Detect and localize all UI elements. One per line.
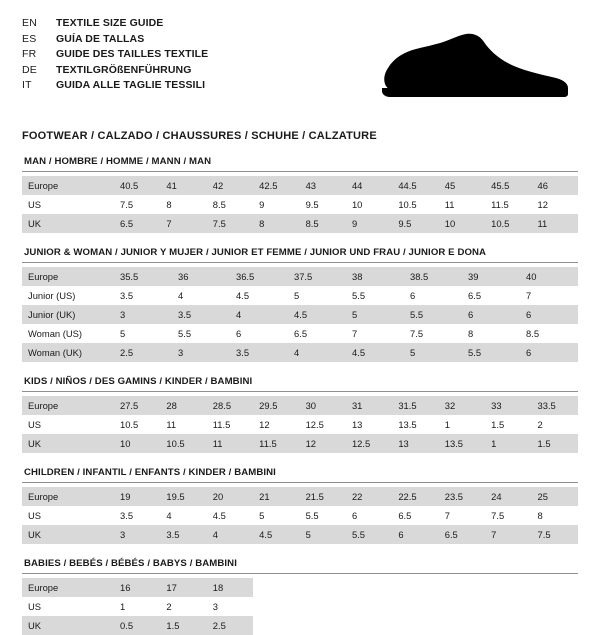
- size-cell: 13: [392, 434, 438, 453]
- size-cell: 4.5: [253, 525, 299, 544]
- size-cell: 4: [230, 305, 288, 324]
- size-cell: 5.5: [462, 343, 520, 362]
- size-cell: 5.5: [404, 305, 462, 324]
- size-cell: 11: [439, 195, 485, 214]
- divider: [22, 573, 578, 574]
- size-cell: 7: [439, 506, 485, 525]
- size-cell: 2: [160, 597, 206, 616]
- size-cell: 1: [485, 434, 531, 453]
- row-label: Europe: [22, 396, 114, 415]
- divider: [22, 262, 578, 263]
- block-title: CHILDREN / INFANTIL / ENFANTS / KINDER / BAMBINI: [24, 467, 276, 478]
- size-table-body: [22, 487, 578, 544]
- language-code: IT: [22, 79, 32, 91]
- table-row: [22, 343, 578, 362]
- language-code: DE: [22, 63, 37, 76]
- size-cell: 2.5: [114, 343, 172, 362]
- divider: [22, 391, 578, 392]
- size-cell: 11.5: [207, 415, 253, 434]
- size-cell: 5: [346, 305, 404, 324]
- size-cell: 12: [300, 434, 346, 453]
- size-cell: 19: [114, 487, 160, 506]
- size-table-body: [22, 267, 578, 362]
- size-cell: 12.5: [300, 415, 346, 434]
- size-cell: 43: [300, 176, 346, 195]
- size-cell: 1: [114, 597, 160, 616]
- size-cell: 25: [532, 487, 578, 506]
- row-label: US: [22, 597, 114, 616]
- language-title-list-body: [22, 16, 208, 94]
- size-cell: 4.5: [346, 343, 404, 362]
- size-cell: 5: [288, 286, 346, 305]
- size-cell: 2.5: [207, 616, 253, 635]
- dress-shoe-icon: [380, 30, 570, 102]
- size-table-kids: [22, 396, 578, 453]
- size-table-man: [22, 176, 578, 233]
- size-cell: 1.5: [532, 434, 578, 453]
- divider: [22, 171, 578, 172]
- language-title: GUIDE DES TAILLES TEXTILE: [56, 48, 209, 60]
- block-title: JUNIOR & WOMAN / JUNIOR Y MUJER / JUNIOR ET FEMME / JUNIOR UND FRAU / JUNIOR E DONA: [24, 247, 487, 258]
- table-row: [22, 324, 578, 343]
- size-cell: 28: [160, 396, 206, 415]
- row-label: Europe: [22, 578, 114, 597]
- language-title: TEXTILGRÖßENFÜHRUNG: [56, 63, 192, 76]
- table-row: [22, 176, 578, 195]
- size-cell: 30: [300, 396, 346, 415]
- row-label: UK: [22, 525, 114, 544]
- table-row: [22, 286, 578, 305]
- size-cell: 12.5: [346, 434, 392, 453]
- size-cell: 33.5: [532, 396, 578, 415]
- size-cell: 3: [114, 525, 160, 544]
- size-table-children: [22, 487, 578, 544]
- size-cell: 38: [346, 267, 404, 286]
- size-cell: 11.5: [253, 434, 299, 453]
- size-cell: 5: [300, 525, 346, 544]
- size-cell: 40: [520, 267, 578, 286]
- language-row: [22, 78, 208, 94]
- size-cell: 6.5: [288, 324, 346, 343]
- table-row: [22, 487, 578, 506]
- size-cell: 8: [253, 214, 299, 233]
- row-label: UK: [22, 214, 114, 233]
- size-cell: 3: [114, 305, 172, 324]
- row-label: US: [22, 506, 114, 525]
- table-row: [22, 305, 578, 324]
- size-cell: 10: [114, 434, 160, 453]
- table-row: [22, 525, 578, 544]
- size-cell: 7: [160, 214, 206, 233]
- size-cell: 31: [346, 396, 392, 415]
- size-cell: 8.5: [207, 195, 253, 214]
- size-cell: 24: [485, 487, 531, 506]
- size-cell: 2: [532, 415, 578, 434]
- size-cell: 3.5: [114, 506, 160, 525]
- size-cell: 28.5: [207, 396, 253, 415]
- size-block-children: [22, 467, 578, 544]
- page-header: [22, 16, 578, 120]
- size-cell: 5: [404, 343, 462, 362]
- size-cell: 23.5: [439, 487, 485, 506]
- size-cell: 11: [160, 415, 206, 434]
- size-cell: 9.5: [392, 214, 438, 233]
- row-label: UK: [22, 434, 114, 453]
- size-cell: 36: [172, 267, 230, 286]
- size-cell: 21: [253, 487, 299, 506]
- empty-cell: [253, 578, 578, 597]
- table-row: [22, 396, 578, 415]
- language-row: [22, 32, 208, 48]
- language-title-list: [22, 16, 208, 94]
- size-cell: 32: [439, 396, 485, 415]
- size-cell: 7.5: [485, 506, 531, 525]
- size-cell: 10.5: [485, 214, 531, 233]
- size-cell: 9: [346, 214, 392, 233]
- size-cell: 1: [439, 415, 485, 434]
- size-cell: 5.5: [172, 324, 230, 343]
- size-cell: 3.5: [114, 286, 172, 305]
- size-cell: 10.5: [114, 415, 160, 434]
- block-title: KIDS / NIÑOS / DES GAMINS / KINDER / BAMBINI: [24, 376, 253, 387]
- size-cell: 5.5: [300, 506, 346, 525]
- size-cell: 4.5: [230, 286, 288, 305]
- size-cell: 17: [160, 578, 206, 597]
- row-label: US: [22, 195, 114, 214]
- size-cell: 3.5: [172, 305, 230, 324]
- row-label: Europe: [22, 267, 114, 286]
- size-cell: 8: [532, 506, 578, 525]
- size-cell: 33: [485, 396, 531, 415]
- size-cell: 21.5: [300, 487, 346, 506]
- size-cell: 6: [230, 324, 288, 343]
- size-cell: 31.5: [392, 396, 438, 415]
- size-cell: 11: [532, 214, 578, 233]
- table-row: [22, 214, 578, 233]
- size-cell: 40.5: [114, 176, 160, 195]
- size-cell: 8.5: [300, 214, 346, 233]
- row-label: Woman (US): [22, 324, 114, 343]
- size-cell: 44.5: [392, 176, 438, 195]
- size-cell: 8: [160, 195, 206, 214]
- size-cell: 4.5: [288, 305, 346, 324]
- row-label: Woman (UK): [22, 343, 114, 362]
- table-row: [22, 415, 578, 434]
- size-cell: 6.5: [439, 525, 485, 544]
- size-cell: 12: [532, 195, 578, 214]
- row-label: US: [22, 415, 114, 434]
- size-cell: 35.5: [114, 267, 172, 286]
- row-label: Junior (UK): [22, 305, 114, 324]
- language-row: [22, 63, 208, 79]
- size-cell: 9: [253, 195, 299, 214]
- language-title: GUÍA DE TALLAS: [56, 32, 145, 45]
- size-cell: 7: [346, 324, 404, 343]
- size-cell: 5.5: [346, 525, 392, 544]
- size-cell: 18: [207, 578, 253, 597]
- table-row: [22, 434, 578, 453]
- size-cell: 38.5: [404, 267, 462, 286]
- row-label: Europe: [22, 487, 114, 506]
- size-cell: 6: [346, 506, 392, 525]
- size-cell: 45.5: [485, 176, 531, 195]
- size-cell: 13.5: [392, 415, 438, 434]
- size-table-body: [22, 396, 578, 453]
- table-row: [22, 578, 578, 597]
- size-cell: 7: [520, 286, 578, 305]
- size-cell: 22: [346, 487, 392, 506]
- language-title: GUIDA ALLE TAGLIE TESSILI: [56, 79, 206, 91]
- size-cell: 42: [207, 176, 253, 195]
- size-cell: 6: [520, 343, 578, 362]
- size-cell: 1.5: [160, 616, 206, 635]
- size-cell: 6.5: [114, 214, 160, 233]
- size-cell: 7.5: [532, 525, 578, 544]
- size-cell: 9.5: [300, 195, 346, 214]
- size-cell: 7.5: [207, 214, 253, 233]
- size-cell: 36.5: [230, 267, 288, 286]
- size-cell: 3: [172, 343, 230, 362]
- language-row: [22, 16, 208, 32]
- size-cell: 8.5: [520, 324, 578, 343]
- size-cell: 16: [114, 578, 160, 597]
- size-cell: 46: [532, 176, 578, 195]
- size-cell: 19.5: [160, 487, 206, 506]
- size-cell: 45: [439, 176, 485, 195]
- size-cell: 1.5: [485, 415, 531, 434]
- size-cell: 27.5: [114, 396, 160, 415]
- size-cell: 6: [392, 525, 438, 544]
- size-cell: 13: [346, 415, 392, 434]
- size-cell: 4: [172, 286, 230, 305]
- size-table-junior-woman: [22, 267, 578, 362]
- size-cell: 5: [253, 506, 299, 525]
- size-block-babies: [22, 558, 578, 635]
- size-cell: 39: [462, 267, 520, 286]
- size-block-man: [22, 156, 578, 233]
- size-cell: 13.5: [439, 434, 485, 453]
- size-cell: 7.5: [114, 195, 160, 214]
- size-cell: 6.5: [462, 286, 520, 305]
- size-cell: 4: [288, 343, 346, 362]
- size-cell: 5.5: [346, 286, 404, 305]
- size-cell: 11: [207, 434, 253, 453]
- size-cell: 10: [439, 214, 485, 233]
- size-cell: 42.5: [253, 176, 299, 195]
- divider: [22, 482, 578, 483]
- block-title: BABIES / BEBÉS / BÉBÉS / BABYS / BAMBINI: [24, 558, 237, 569]
- size-cell: 11.5: [485, 195, 531, 214]
- table-row: [22, 506, 578, 525]
- table-row: [22, 267, 578, 286]
- language-code: EN: [22, 17, 37, 29]
- size-cell: 10.5: [160, 434, 206, 453]
- page-title: FOOTWEAR / CALZADO / CHAUSSURES / SCHUHE / CALZATURE: [22, 130, 377, 142]
- row-label: Europe: [22, 176, 114, 195]
- size-cell: 22.5: [392, 487, 438, 506]
- size-cell: 6: [520, 305, 578, 324]
- size-cell: 29.5: [253, 396, 299, 415]
- size-cell: 6: [404, 286, 462, 305]
- language-row: [22, 47, 208, 63]
- size-cell: 37.5: [288, 267, 346, 286]
- row-label: UK: [22, 616, 114, 635]
- language-title: TEXTILE SIZE GUIDE: [56, 17, 164, 29]
- size-cell: 4: [160, 506, 206, 525]
- size-block-kids: [22, 376, 578, 453]
- size-cell: 0.5: [114, 616, 160, 635]
- row-label: Junior (US): [22, 286, 114, 305]
- size-cell: 4: [207, 525, 253, 544]
- size-cell: 7.5: [404, 324, 462, 343]
- size-cell: 6.5: [392, 506, 438, 525]
- size-cell: 10.5: [392, 195, 438, 214]
- block-title: MAN / HOMBRE / HOMME / MANN / MAN: [24, 156, 212, 167]
- size-cell: 3.5: [160, 525, 206, 544]
- empty-cell: [253, 616, 578, 635]
- size-cell: 41: [160, 176, 206, 195]
- size-cell: 20: [207, 487, 253, 506]
- table-row: [22, 616, 578, 635]
- size-cell: 5: [114, 324, 172, 343]
- size-cell: 6: [462, 305, 520, 324]
- size-table-babies: [22, 578, 578, 635]
- size-cell: 44: [346, 176, 392, 195]
- size-block-junior-woman: [22, 247, 578, 362]
- size-cell: 3.5: [230, 343, 288, 362]
- size-cell: 10: [346, 195, 392, 214]
- size-cell: 8: [462, 324, 520, 343]
- size-cell: 3: [207, 597, 253, 616]
- size-table-body: [22, 176, 578, 233]
- language-code: FR: [22, 48, 37, 60]
- size-cell: 12: [253, 415, 299, 434]
- size-table-body: [22, 578, 578, 635]
- table-row: [22, 195, 578, 214]
- language-code: ES: [22, 32, 37, 45]
- size-cell: 7: [485, 525, 531, 544]
- size-cell: 4.5: [207, 506, 253, 525]
